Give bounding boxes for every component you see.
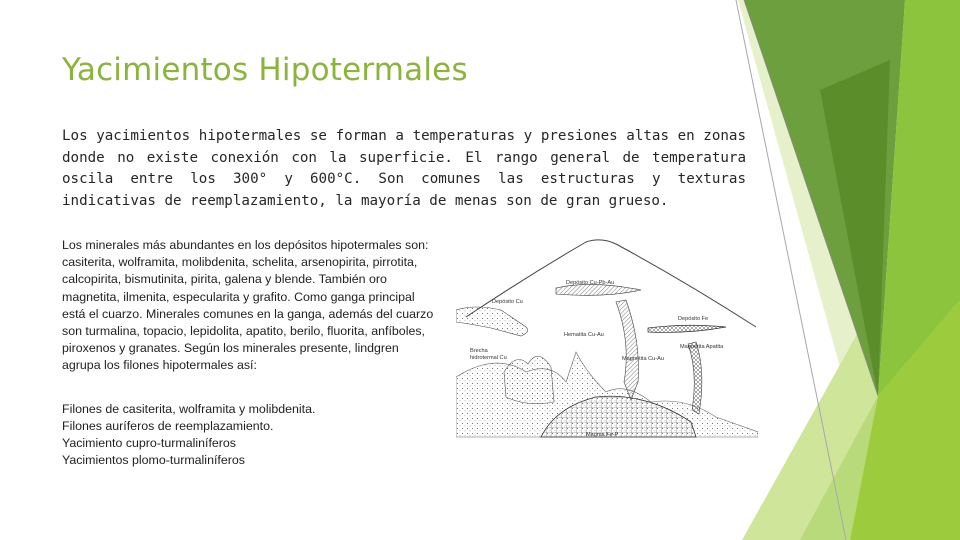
magnetite-vein xyxy=(688,342,702,414)
list-item: Filones auríferos de reemplazamiento. xyxy=(62,418,274,433)
list-item: Yacimientos plomo-turmaliníferos xyxy=(62,453,245,468)
diagram-svg xyxy=(456,232,758,442)
fe-deposit-body xyxy=(648,325,726,332)
minerals-paragraph: Los minerales más abundantes en los depósitos hipotermales son: casiterita, wolframita, molibdenita, schelita, arsenopirita, pirrotita, calcopirita, bismutinita, pirita, galena y blende. También oro magnetita, ilmenita, especularita y grafito. Como ganga principal está el cuarzo. Minerales comunes en la ganga, además del cuarzo son turmalina, topacio, lepidolita, apatito, berilo, fluorita, anfíboles, piroxenos y granates. Según los minerales presente, lindgren agrupa los filones hipotermales así: xyxy=(62,238,434,373)
slide-title: Yacimientos Hipotermales xyxy=(62,52,468,88)
label-magma: Magma Fe-P xyxy=(586,432,619,438)
breccia-body xyxy=(504,356,554,403)
label-brecha: Brecha xyxy=(470,348,488,354)
cu-deposit-body xyxy=(456,307,528,336)
list-item: Yacimiento cupro-turmaliníferos xyxy=(62,436,236,451)
label-magnetita-cu-au: Magnetita Cu-Au xyxy=(622,356,664,362)
label-cu-pb-au: Depósito Cu-Pb-Au xyxy=(566,280,615,286)
intro-paragraph: Los yacimientos hipotermales se forman a temperaturas y presiones altas en zonas donde no existe conexión con la superficie. El rango general de temperatura oscila entre los 300° y 600°C. Son comunes las estructuras y texturas indicativas de reemplazamiento, la mayoría de menas son de gran grueso. xyxy=(62,128,746,209)
hematite-vein xyxy=(616,300,639,400)
label-magnetita-apatita: Magnetita Apatita xyxy=(680,344,724,350)
label-cu: Depósito Cu xyxy=(492,299,523,305)
minerals-text-block xyxy=(62,237,440,469)
label-fe: Depósito Fe xyxy=(678,316,709,322)
list-item: Filones de casiterita, wolframita y molibdenita. xyxy=(62,401,316,416)
vein-types-list xyxy=(62,401,440,470)
cu-pb-au-deposit xyxy=(556,284,641,295)
label-hematita: Hematita Cu-Au xyxy=(564,332,604,338)
geologic-diagram xyxy=(456,232,758,442)
label-brecha-sub: hidrotermal Cu xyxy=(470,355,507,361)
